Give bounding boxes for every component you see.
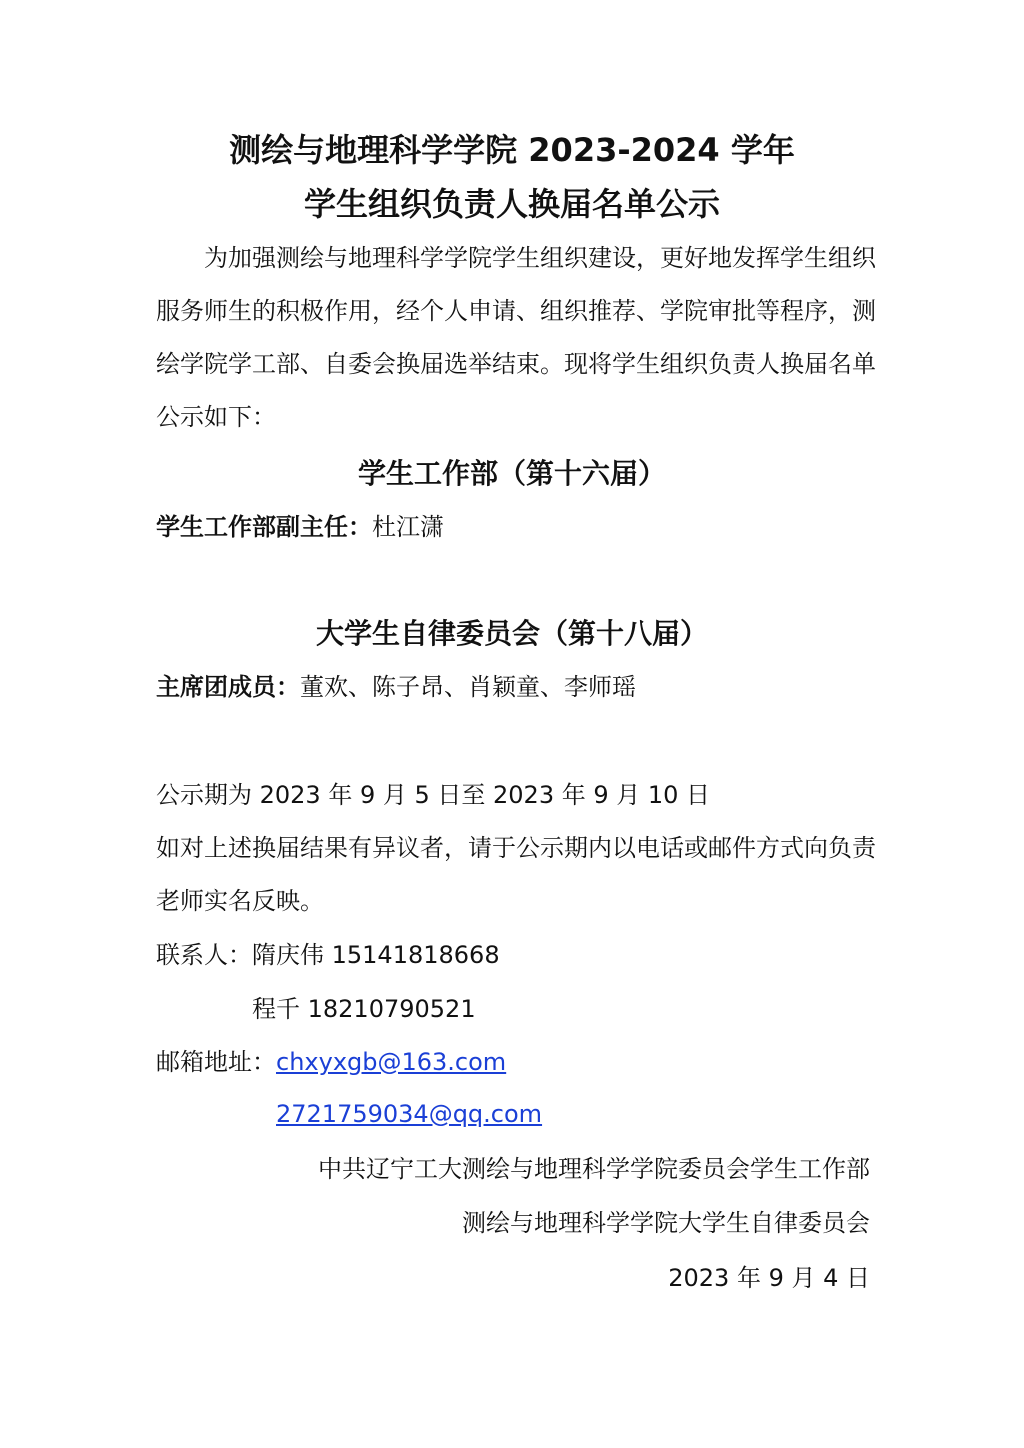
section-self-discipline-members [156, 672, 636, 702]
objection-line-2: 老师实名反映。 [156, 887, 324, 915]
intro-line-1: 为加强测绘与地理科学学院学生组织建设，更好地发挥学生组织 [204, 244, 876, 272]
intro-line-3: 绘学院学工部、自委会换届选举结束。现将学生组织负责人换届名单 [156, 350, 876, 378]
intro-line-4: 公示如下： [156, 403, 276, 431]
signature-org-1: 中共辽宁工大测绘与地理科学学院委员会学生工作部 [318, 1155, 870, 1183]
role-label: 学生工作部副主任： [156, 513, 372, 541]
member-names: 董欢、陈子昂、肖颖童、李师瑶 [300, 673, 636, 701]
member-names: 杜江潇 [372, 513, 444, 541]
contact-2: 程千 18210790521 [252, 995, 476, 1023]
email-link-1[interactable]: chxyxgb@163.com [276, 1048, 507, 1076]
signature-date: 2023 年 9 月 4 日 [668, 1264, 870, 1292]
email-link-2[interactable]: 2721759034@qq.com [276, 1100, 543, 1128]
intro-line-2: 服务师生的积极作用，经个人申请、组织推荐、学院审批等程序，测 [156, 297, 876, 325]
document-title-line1: 测绘与地理科学学院 2023-2024 学年 [229, 131, 795, 169]
section-title-student-affairs: 学生工作部（第十六届） [357, 457, 666, 490]
email-label: 邮箱地址： [156, 1048, 276, 1076]
notice-period: 公示期为 2023 年 9 月 5 日至 2023 年 9 月 10 日 [156, 781, 711, 809]
section-student-affairs-members [156, 512, 444, 542]
contact-1: 隋庆伟 15141818668 [252, 941, 500, 969]
section-title-self-discipline: 大学生自律委员会（第十八届） [315, 617, 708, 650]
document-title-line2: 学生组织负责人换届名单公示 [303, 185, 720, 223]
signature-org-2: 测绘与地理科学学院大学生自律委员会 [462, 1209, 870, 1237]
role-label: 主席团成员： [156, 673, 300, 701]
contact-label: 联系人： [156, 941, 252, 969]
objection-line-1: 如对上述换届结果有异议者，请于公示期内以电话或邮件方式向负责 [156, 834, 876, 862]
